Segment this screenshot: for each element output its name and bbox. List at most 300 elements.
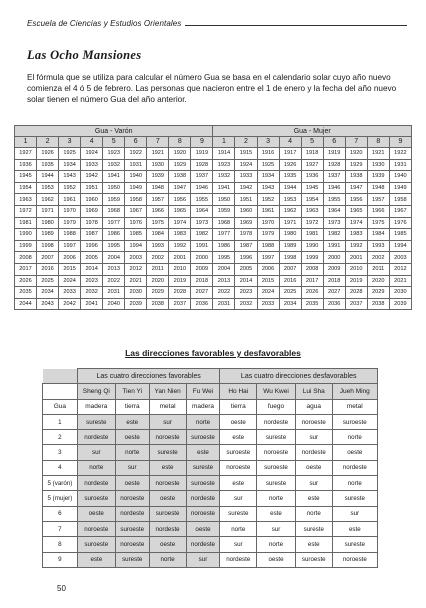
- gua-cell: 7: [43, 521, 78, 536]
- gua-number-cell: 8: [367, 137, 389, 148]
- direction-cell: este: [257, 506, 296, 521]
- year-cell: 1976: [125, 217, 147, 229]
- direction-cell: sureste: [77, 414, 115, 429]
- year-cell: 1974: [169, 217, 191, 229]
- direction-cell: sureste: [257, 476, 296, 491]
- year-cell: 1986: [103, 229, 125, 241]
- year-cell: 1981: [301, 229, 323, 241]
- gua-number-cell: 9: [389, 137, 411, 148]
- year-cell: 1959: [213, 205, 235, 217]
- direction-cell: sureste: [149, 445, 186, 460]
- gua-cell: 9: [43, 552, 78, 567]
- favorable-header: Las cuatro direcciones favorables: [77, 369, 220, 384]
- year-cell: 2009: [323, 263, 345, 275]
- year-cell: 1974: [345, 217, 367, 229]
- gua-column-header: Gua: [43, 399, 78, 414]
- direction-cell: suroeste: [186, 430, 220, 445]
- year-cell: 1953: [37, 182, 59, 194]
- table-row: [15, 287, 412, 299]
- year-cell: 1963: [15, 194, 37, 206]
- direction-cell: norte: [220, 521, 257, 536]
- year-cell: 2023: [235, 287, 257, 299]
- direction-cell: sur: [295, 430, 332, 445]
- table-row: [15, 263, 412, 275]
- year-cell: 1971: [37, 205, 59, 217]
- year-cell: 2034: [279, 298, 301, 310]
- table-row: [43, 460, 378, 475]
- direction-cell: sureste: [257, 430, 296, 445]
- year-cell: 2029: [367, 287, 389, 299]
- table-row: [15, 148, 412, 160]
- year-cell: 1992: [169, 240, 191, 252]
- unfavorable-header: Las cuatro direcciones desfavorables: [220, 369, 378, 384]
- gua-cell: 5 (mujer): [43, 491, 78, 506]
- year-cell: 1924: [235, 159, 257, 171]
- year-cell: 1978: [81, 217, 103, 229]
- year-cell: 2031: [103, 287, 125, 299]
- year-cell: 1923: [103, 148, 125, 160]
- year-cell: 2040: [103, 298, 125, 310]
- direction-cell: oeste: [295, 460, 332, 475]
- year-cell: 2022: [103, 275, 125, 287]
- gua-number-cell: 2: [235, 137, 257, 148]
- year-cell: 2003: [125, 252, 147, 264]
- year-cell: 1959: [103, 194, 125, 206]
- year-cell: 2015: [257, 275, 279, 287]
- year-cell: 1942: [81, 171, 103, 183]
- year-cell: 1977: [213, 229, 235, 241]
- year-cell: 2014: [81, 263, 103, 275]
- year-cell: 1962: [37, 194, 59, 206]
- year-cell: 2033: [257, 298, 279, 310]
- year-cell: 1940: [125, 171, 147, 183]
- year-cell: 1931: [389, 159, 411, 171]
- element-header: metal: [149, 399, 186, 414]
- year-cell: 2006: [59, 252, 81, 264]
- year-cell: 1923: [213, 159, 235, 171]
- year-cell: 2011: [147, 263, 169, 275]
- year-cell: 1999: [15, 240, 37, 252]
- direction-cell: norte: [149, 552, 186, 567]
- gua-cell: 8: [43, 537, 78, 552]
- direction-cell: oeste: [149, 537, 186, 552]
- page-number: 50: [57, 584, 66, 593]
- table-row: [15, 217, 412, 229]
- year-cell: 2007: [279, 263, 301, 275]
- year-cell: 1922: [125, 148, 147, 160]
- year-cell: 1917: [279, 148, 301, 160]
- year-cell: 1947: [345, 182, 367, 194]
- year-cell: 2032: [81, 287, 103, 299]
- year-cell: 1971: [279, 217, 301, 229]
- year-cell: 1986: [213, 240, 235, 252]
- year-cell: 1944: [279, 182, 301, 194]
- gua-number-cell: 5: [301, 137, 323, 148]
- year-cell: 2004: [213, 263, 235, 275]
- year-cell: 2035: [15, 287, 37, 299]
- year-cell: 1943: [257, 182, 279, 194]
- year-cell: 2019: [169, 275, 191, 287]
- table-row: [15, 194, 412, 206]
- year-cell: 1922: [389, 148, 411, 160]
- direction-cell: nordeste: [295, 445, 332, 460]
- year-cell: 2027: [323, 287, 345, 299]
- year-cell: 1994: [389, 240, 411, 252]
- year-cell: 1956: [169, 194, 191, 206]
- year-cell: 1996: [81, 240, 103, 252]
- year-cell: 2016: [37, 263, 59, 275]
- year-cell: 2023: [81, 275, 103, 287]
- year-cell: 1996: [235, 252, 257, 264]
- year-cell: 2035: [301, 298, 323, 310]
- year-cell: 1931: [125, 159, 147, 171]
- year-cell: 1977: [103, 217, 125, 229]
- year-cell: 2041: [81, 298, 103, 310]
- direction-cell: nordeste: [115, 506, 149, 521]
- direction-cell: sureste: [295, 521, 332, 536]
- year-cell: 1976: [389, 217, 411, 229]
- year-cell: 1981: [15, 217, 37, 229]
- year-cell: 1968: [103, 205, 125, 217]
- table-row: [43, 445, 378, 460]
- year-cell: 1984: [147, 229, 169, 241]
- year-cell: 2014: [235, 275, 257, 287]
- direction-cell: norte: [295, 506, 332, 521]
- year-cell: 1983: [169, 229, 191, 241]
- year-cell: 1946: [323, 182, 345, 194]
- direction-cell: oeste: [115, 476, 149, 491]
- corner-cell: [43, 369, 78, 384]
- gua-cell: 1: [43, 414, 78, 429]
- direction-cell: oeste: [115, 430, 149, 445]
- year-cell: 1969: [235, 217, 257, 229]
- direction-cell: norte: [332, 476, 377, 491]
- year-cell: 1933: [235, 171, 257, 183]
- year-cell: 2029: [147, 287, 169, 299]
- gua-cell: 2: [43, 430, 78, 445]
- year-cell: 1933: [81, 159, 103, 171]
- year-cell: 1954: [301, 194, 323, 206]
- year-cell: 1941: [103, 171, 125, 183]
- year-cell: 1929: [169, 159, 191, 171]
- year-cell: 1938: [345, 171, 367, 183]
- year-cell: 2019: [345, 275, 367, 287]
- year-cell: 1995: [103, 240, 125, 252]
- year-cell: 2036: [323, 298, 345, 310]
- year-cell: 1968: [213, 217, 235, 229]
- direction-cell: suroeste: [77, 537, 115, 552]
- year-cell: 1942: [235, 182, 257, 194]
- header-text: Escuela de Ciencias y Estudios Orientales: [27, 19, 182, 28]
- year-cell: 1935: [279, 171, 301, 183]
- year-cell: 1989: [279, 240, 301, 252]
- table-row: [15, 240, 412, 252]
- year-cell: 2026: [15, 275, 37, 287]
- year-cell: 1973: [191, 217, 213, 229]
- year-cell: 1982: [323, 229, 345, 241]
- direction-cell: noroeste: [115, 537, 149, 552]
- direction-cell: norte: [186, 414, 220, 429]
- year-cell: 1914: [213, 148, 235, 160]
- year-cell: 2006: [257, 263, 279, 275]
- direction-cell: este: [220, 430, 257, 445]
- direction-cell: suroeste: [77, 491, 115, 506]
- gua-number-cell: 4: [81, 137, 103, 148]
- direction-cell: sur: [332, 506, 377, 521]
- direction-cell: nordeste: [332, 460, 377, 475]
- year-cell: 1926: [37, 148, 59, 160]
- table-row: [15, 171, 412, 183]
- direction-cell: noroeste: [149, 430, 186, 445]
- table-row: [43, 521, 378, 536]
- year-cell: 1975: [367, 217, 389, 229]
- year-cell: 1920: [345, 148, 367, 160]
- year-cell: 1983: [345, 229, 367, 241]
- year-cell: 2012: [125, 263, 147, 275]
- direction-cell: sureste: [332, 537, 377, 552]
- year-cell: 2005: [235, 263, 257, 275]
- year-cell: 1945: [301, 182, 323, 194]
- year-cell: 2036: [191, 298, 213, 310]
- year-cell: 1951: [81, 182, 103, 194]
- year-cell: 1929: [345, 159, 367, 171]
- year-cell: 1943: [59, 171, 81, 183]
- year-cell: 1965: [345, 205, 367, 217]
- year-cell: 2013: [213, 275, 235, 287]
- table-row: [43, 491, 378, 506]
- year-cell: 1955: [191, 194, 213, 206]
- year-cell: 1979: [257, 229, 279, 241]
- year-cell: 1988: [59, 229, 81, 241]
- direction-cell: nordeste: [149, 521, 186, 536]
- gua-number-cell: 6: [125, 137, 147, 148]
- year-cell: 1928: [323, 159, 345, 171]
- blank-cell: [43, 384, 78, 399]
- year-cell: 1979: [59, 217, 81, 229]
- direction-cell: este: [186, 445, 220, 460]
- direction-cell: este: [77, 552, 115, 567]
- year-cell: 2003: [389, 252, 411, 264]
- table-row: [43, 476, 378, 491]
- year-cell: 1967: [389, 205, 411, 217]
- year-cell: 2002: [367, 252, 389, 264]
- year-cell: 1987: [81, 229, 103, 241]
- year-cell: 1921: [147, 148, 169, 160]
- gua-cell: 4: [43, 460, 78, 475]
- year-cell: 1952: [59, 182, 81, 194]
- year-cell: 1927: [15, 148, 37, 160]
- year-cell: 1982: [191, 229, 213, 241]
- year-cell: 1935: [37, 159, 59, 171]
- year-cell: 1930: [367, 159, 389, 171]
- year-cell: 2017: [15, 263, 37, 275]
- year-cell: 1961: [257, 205, 279, 217]
- table-row: [43, 506, 378, 521]
- year-cell: 1993: [367, 240, 389, 252]
- direction-cell: norte: [257, 491, 296, 506]
- direction-cell: este: [220, 476, 257, 491]
- year-cell: 1939: [367, 171, 389, 183]
- year-cell: 2026: [301, 287, 323, 299]
- direction-cell: noroeste: [295, 414, 332, 429]
- year-cell: 1928: [191, 159, 213, 171]
- year-cell: 1992: [345, 240, 367, 252]
- year-cell: 1940: [389, 171, 411, 183]
- year-cell: 1944: [37, 171, 59, 183]
- direction-name-header: Wu Kwei: [257, 384, 296, 399]
- year-cell: 2020: [367, 275, 389, 287]
- year-cell: 1958: [389, 194, 411, 206]
- table-row: [15, 159, 412, 171]
- direction-cell: suroeste: [295, 552, 332, 567]
- year-cell: 2008: [301, 263, 323, 275]
- year-cell: 1924: [81, 148, 103, 160]
- gua-number-cell: 9: [191, 137, 213, 148]
- year-cell: 1936: [15, 159, 37, 171]
- year-cell: 1949: [389, 182, 411, 194]
- gua-number-cell: 6: [323, 137, 345, 148]
- year-cell: 2021: [389, 275, 411, 287]
- direction-cell: norte: [77, 460, 115, 475]
- year-cell: 2007: [37, 252, 59, 264]
- year-cell: 1980: [279, 229, 301, 241]
- header-rule: [185, 25, 407, 26]
- year-cell: 2015: [59, 263, 81, 275]
- year-cell: 1970: [257, 217, 279, 229]
- direction-cell: nordeste: [186, 537, 220, 552]
- table-row: [15, 252, 412, 264]
- year-cell: 1997: [59, 240, 81, 252]
- direction-cell: este: [149, 460, 186, 475]
- year-cell: 1973: [323, 217, 345, 229]
- page-header: [27, 14, 407, 28]
- year-cell: 1958: [125, 194, 147, 206]
- year-cell: 1997: [257, 252, 279, 264]
- year-cell: 2013: [103, 263, 125, 275]
- direction-cell: sur: [257, 521, 296, 536]
- element-header: agua: [295, 399, 332, 414]
- year-cell: 2024: [257, 287, 279, 299]
- year-cell: 1991: [323, 240, 345, 252]
- year-cell: 2002: [147, 252, 169, 264]
- year-cell: 2004: [103, 252, 125, 264]
- year-cell: 2020: [147, 275, 169, 287]
- year-cell: 1991: [191, 240, 213, 252]
- year-cell: 1941: [213, 182, 235, 194]
- year-cell: 1950: [103, 182, 125, 194]
- table-row: [43, 430, 378, 445]
- year-cell: 1955: [323, 194, 345, 206]
- year-cell: 2032: [235, 298, 257, 310]
- directions-title: Las direcciones favorables y desfavorables: [125, 348, 301, 358]
- page-title: Las Ocho Mansiones: [27, 48, 142, 62]
- year-cell: 2001: [345, 252, 367, 264]
- gua-cell: 3: [43, 445, 78, 460]
- direction-name-header: Lui Sha: [295, 384, 332, 399]
- direction-cell: noroeste: [186, 506, 220, 521]
- year-cell: 1978: [235, 229, 257, 241]
- element-header: tierra: [115, 399, 149, 414]
- year-cell: 1938: [169, 171, 191, 183]
- direction-cell: sur: [220, 491, 257, 506]
- gua-number-cell: 2: [37, 137, 59, 148]
- direction-cell: nordeste: [77, 430, 115, 445]
- year-cell: 1926: [279, 159, 301, 171]
- year-cell: 1916: [257, 148, 279, 160]
- year-cell: 1915: [235, 148, 257, 160]
- year-cell: 1995: [213, 252, 235, 264]
- year-cell: 2028: [169, 287, 191, 299]
- year-cell: 1967: [125, 205, 147, 217]
- year-cell: 1934: [59, 159, 81, 171]
- year-cell: 1921: [367, 148, 389, 160]
- year-cell: 1962: [279, 205, 301, 217]
- year-cell: 2009: [191, 263, 213, 275]
- direction-cell: este: [332, 521, 377, 536]
- year-cell: 2022: [213, 287, 235, 299]
- year-cell: 2008: [15, 252, 37, 264]
- year-cell: 1936: [301, 171, 323, 183]
- direction-cell: noroeste: [115, 491, 149, 506]
- gua-number-cell: 7: [147, 137, 169, 148]
- year-cell: 2024: [59, 275, 81, 287]
- gua-year-table: [14, 125, 412, 310]
- year-cell: 1965: [169, 205, 191, 217]
- table-row: [15, 229, 412, 241]
- direction-cell: noroeste: [332, 552, 377, 567]
- year-cell: 1950: [213, 194, 235, 206]
- year-cell: 1993: [147, 240, 169, 252]
- direction-cell: este: [115, 414, 149, 429]
- year-cell: 1920: [169, 148, 191, 160]
- year-cell: 1946: [191, 182, 213, 194]
- year-cell: 1925: [59, 148, 81, 160]
- element-header: metal: [332, 399, 377, 414]
- year-cell: 1960: [235, 205, 257, 217]
- gua-number-cell: 5: [103, 137, 125, 148]
- direction-cell: sureste: [220, 506, 257, 521]
- year-cell: 1939: [147, 171, 169, 183]
- direction-cell: noroeste: [220, 460, 257, 475]
- year-cell: 2000: [191, 252, 213, 264]
- year-cell: 2028: [345, 287, 367, 299]
- gua-number-cell: 3: [257, 137, 279, 148]
- direction-cell: noroeste: [77, 521, 115, 536]
- year-cell: 1998: [279, 252, 301, 264]
- year-cell: 1980: [37, 217, 59, 229]
- year-cell: 1961: [59, 194, 81, 206]
- directions-table: [42, 368, 378, 568]
- year-cell: 2017: [301, 275, 323, 287]
- year-cell: 1990: [301, 240, 323, 252]
- year-cell: 2016: [279, 275, 301, 287]
- table-row: [43, 552, 378, 567]
- year-cell: 1984: [367, 229, 389, 241]
- table-row: [15, 298, 412, 310]
- male-header: Gua - Varón: [15, 126, 213, 137]
- year-cell: 2044: [15, 298, 37, 310]
- year-cell: 1930: [147, 159, 169, 171]
- year-cell: 1956: [345, 194, 367, 206]
- direction-name-header: Ho Hai: [220, 384, 257, 399]
- gua-number-cell: 8: [169, 137, 191, 148]
- year-cell: 2037: [345, 298, 367, 310]
- year-cell: 1954: [15, 182, 37, 194]
- year-cell: 1952: [257, 194, 279, 206]
- year-cell: 1953: [279, 194, 301, 206]
- year-cell: 2021: [125, 275, 147, 287]
- year-cell: 1937: [191, 171, 213, 183]
